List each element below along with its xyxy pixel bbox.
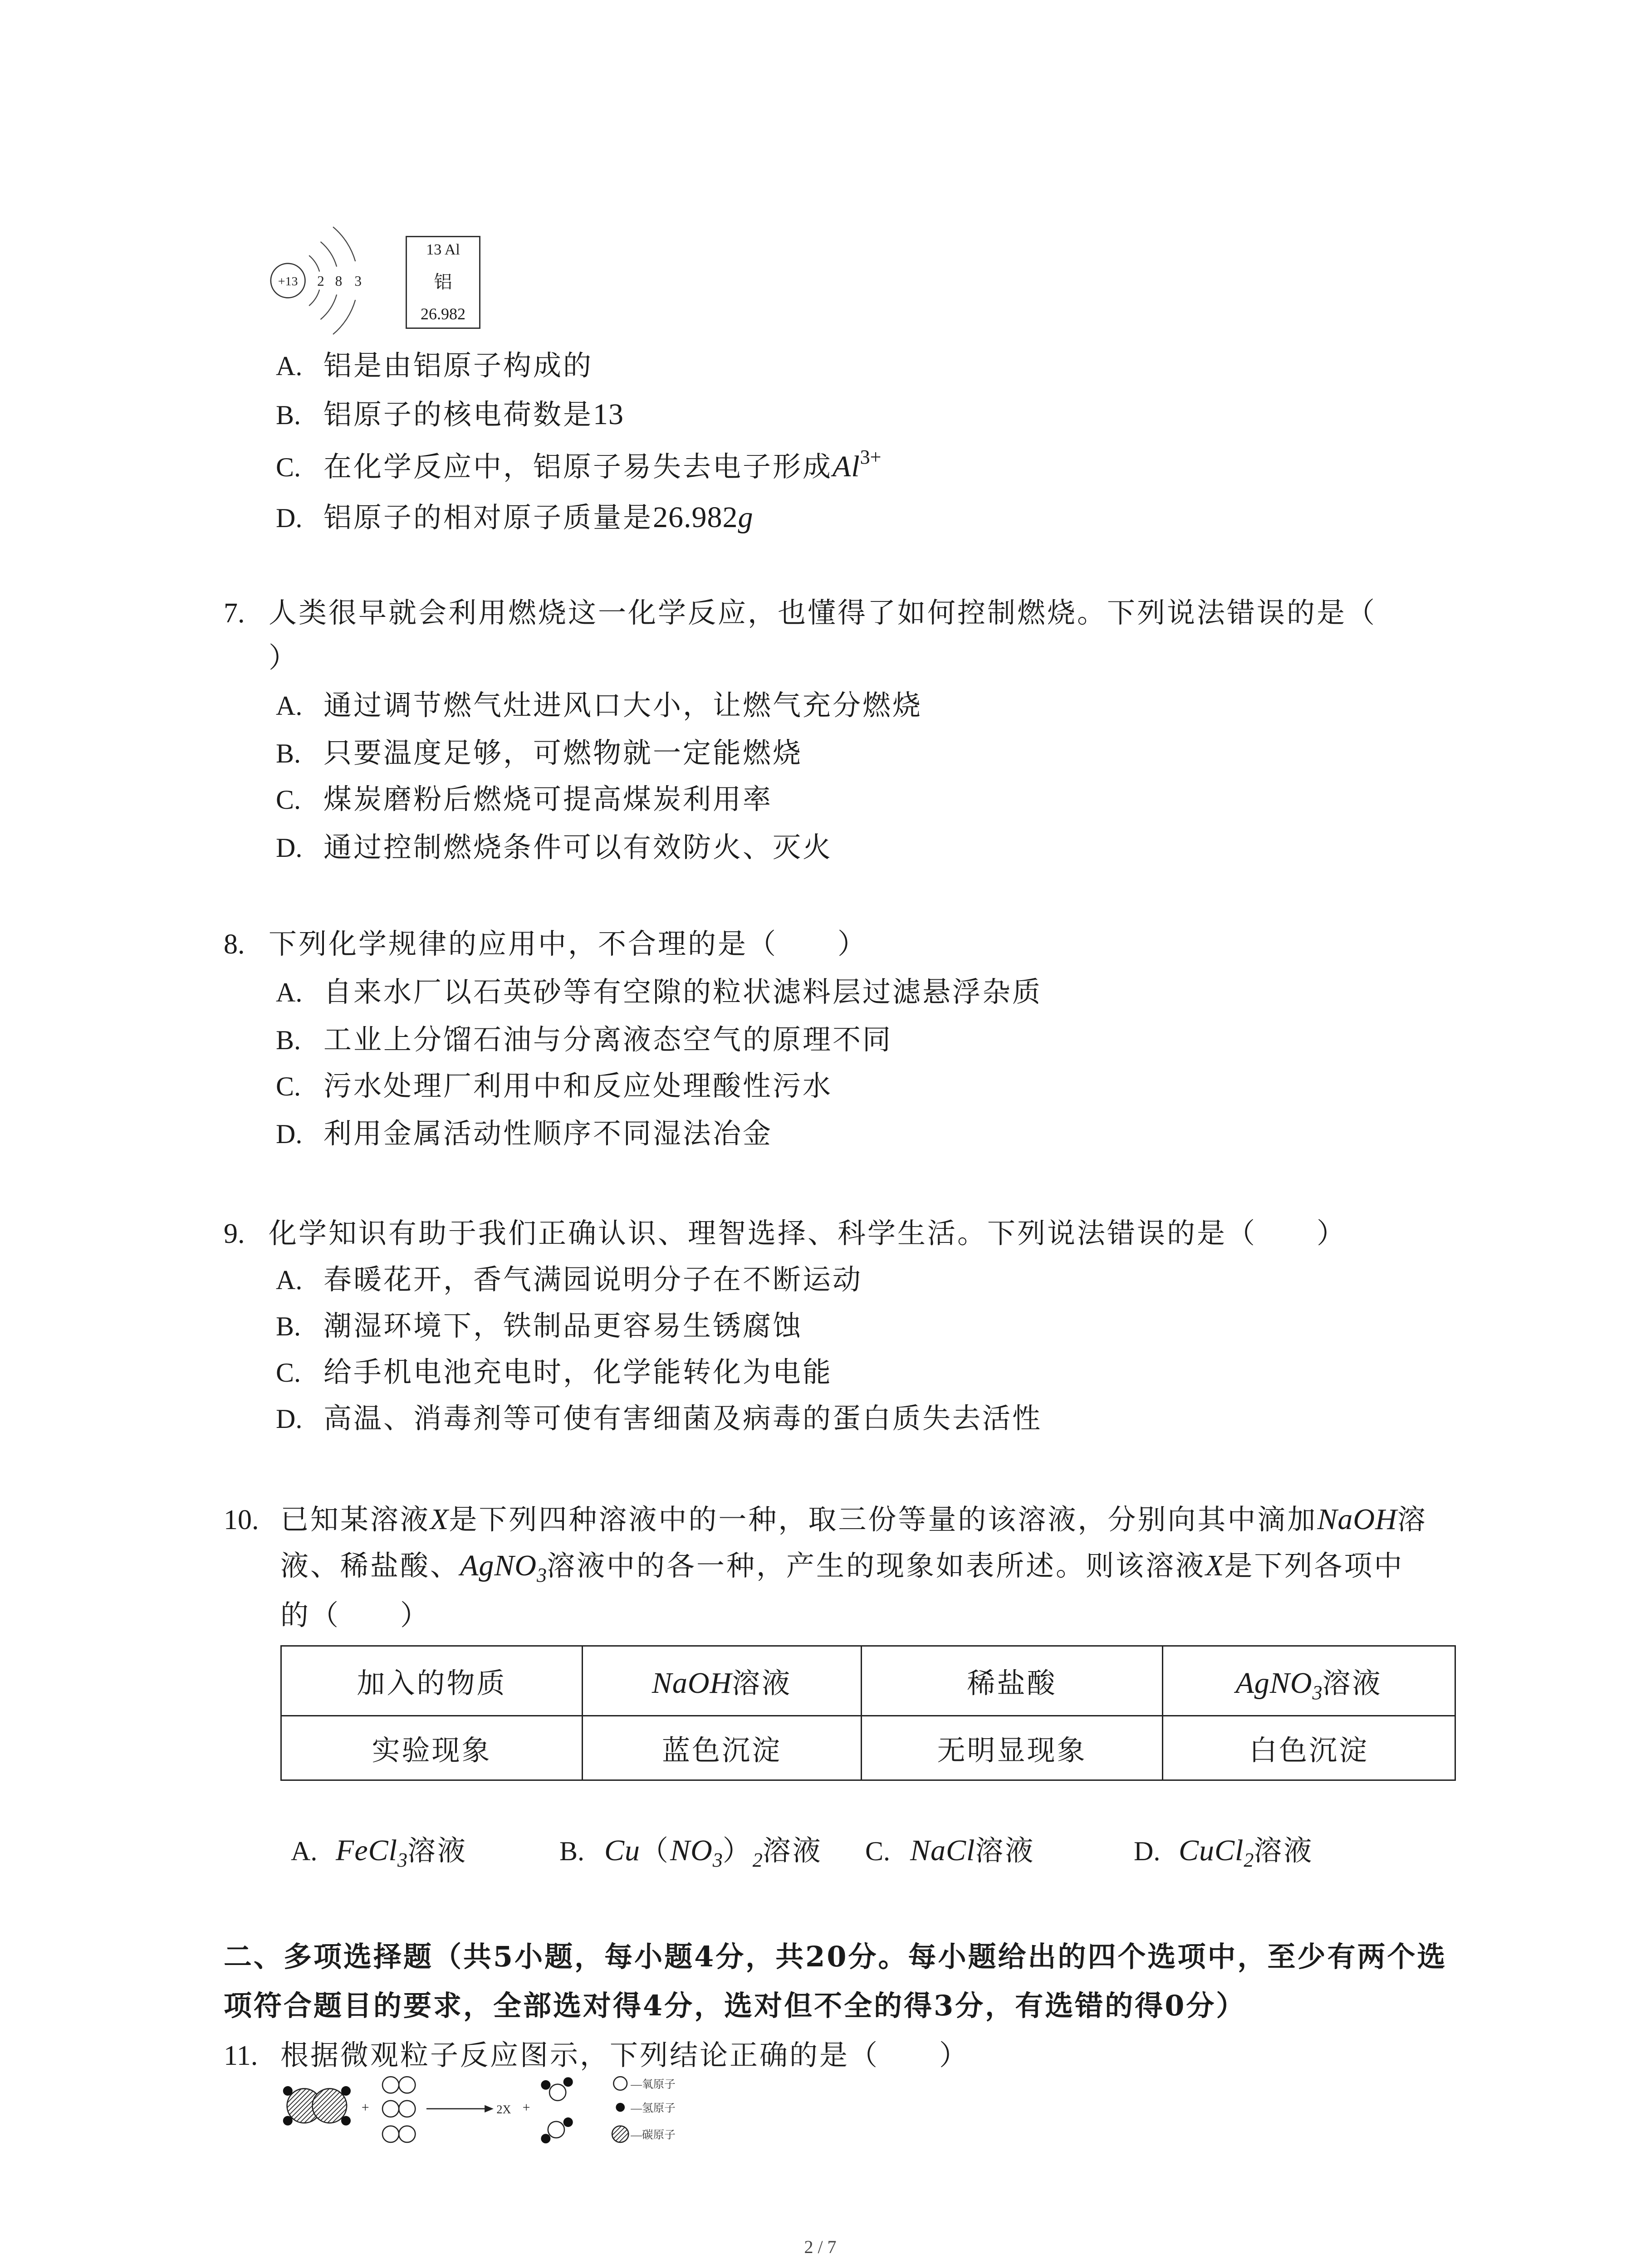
subscript: 2 (752, 1849, 763, 1871)
text-run: 根据微观粒子反应图示，下列结论正确的是（ ） (280, 2038, 970, 2072)
option-label: A. (276, 1265, 303, 1295)
formula-text: NaCl (910, 1834, 975, 1867)
q7-stem-line (224, 596, 1376, 631)
periodic-table-element-card (406, 236, 480, 329)
aluminum-atom-structure-diagram (254, 216, 388, 343)
q8-option-c (276, 1069, 833, 1104)
oxygen-legend-icon (613, 2077, 627, 2090)
text-run: ） (722, 1834, 753, 1867)
hydrocarbon-molecule (283, 2086, 351, 2126)
text-run: 无明显现象 (937, 1734, 1087, 1767)
question-number: 10. (224, 1505, 259, 1535)
q7-option-c (276, 782, 773, 817)
formula-text: AgNO (460, 1549, 537, 1582)
text-run: 人类很早就会利用燃烧这一化学反应，也懂得了如何控制燃烧。下列说法错误的是（ (269, 596, 1377, 629)
micro-particle-reaction-diagram (276, 2073, 723, 2165)
text-run: 高温、消毒剂等可使有害细菌及病毒的蛋白质失去活性 (323, 1402, 1043, 1435)
hydrogen-atom (283, 2116, 293, 2126)
shell-electron-count: 3 (354, 273, 362, 289)
formula-text: NaOH (1317, 1503, 1397, 1536)
text-run: 实验现象 (372, 1734, 492, 1767)
question-number: 8. (224, 929, 245, 960)
section-heading: 项符合题目的要求，全部选对得4分，选对但不全的得3分，有选错的得0分） (224, 1989, 1246, 2022)
option-text (323, 1023, 892, 1056)
subscript: 3 (1312, 1681, 1323, 1704)
option-label: B. (276, 400, 301, 430)
question-number: 7. (224, 598, 245, 629)
option-text (323, 1309, 803, 1342)
option-text (336, 1834, 467, 1871)
text-run: 液、稀盐酸、 (280, 1549, 460, 1582)
formula-text: X (430, 1503, 449, 1536)
option-text (323, 782, 773, 816)
q9-option-c (276, 1355, 833, 1390)
question-stem (280, 1503, 1427, 1536)
q7-option-a (276, 688, 922, 723)
q8-option-b (276, 1022, 892, 1057)
q6-option-a (276, 348, 593, 383)
q10-option-b (559, 1833, 823, 1871)
text-run: 溶液 (1322, 1667, 1382, 1700)
oxygen-atom (382, 2101, 399, 2117)
hydrogen-atom (563, 2117, 573, 2127)
carbon-legend-icon (612, 2126, 628, 2142)
subscript: 3 (397, 1849, 407, 1871)
option-text (323, 1402, 1042, 1435)
text-run: 利用金属活动性顺序不同湿法冶金 (323, 1117, 773, 1150)
question-stem (280, 2038, 969, 2072)
electron-shell-arcs (309, 227, 355, 334)
text-run: 稀盐酸 (967, 1667, 1057, 1700)
option-label: A. (276, 691, 303, 721)
text-run: 加入的物质 (357, 1667, 507, 1700)
oxygen-atom (399, 2101, 415, 2117)
formula-text: X (1205, 1549, 1225, 1582)
q10-option-c (865, 1833, 1035, 1868)
q10-option-a (291, 1833, 467, 1871)
element-card-header (426, 241, 460, 259)
text-run: 下列化学规律的应用中，不合理的是（ ） (269, 927, 868, 960)
option-text (323, 689, 922, 722)
text-run: 是下列各项中 (1224, 1549, 1404, 1582)
option-label: B. (276, 1025, 301, 1055)
question-stem (269, 596, 1376, 629)
option-label: A. (276, 978, 303, 1007)
legend-label: —氧原子 (631, 2078, 676, 2091)
atomic-number: 13 (426, 241, 442, 258)
q10-stem-line (224, 1502, 1427, 1537)
table-cell (862, 1646, 1163, 1716)
oxygen-atom (399, 2077, 415, 2093)
formula-text: AgNO (1235, 1667, 1313, 1700)
option-text (323, 501, 754, 534)
oxygen-atom (382, 2126, 399, 2142)
text-run: 只要温度足够，可燃物就一定能燃烧 (323, 736, 803, 769)
experiment-observation-table (280, 1645, 1456, 1781)
superscript: 3+ (860, 446, 882, 468)
option-text (604, 1834, 823, 1871)
table-cell (583, 1646, 862, 1716)
option-text (323, 736, 803, 769)
text-run: 白色沉淀 (1249, 1734, 1369, 1767)
question-stem (269, 927, 867, 960)
q8-option-a (276, 975, 1042, 1010)
subscript: 3 (712, 1849, 723, 1871)
question-number: 9. (224, 1218, 245, 1249)
text-run: 春暖花开，香气满园说明分子在不断运动 (323, 1263, 863, 1296)
q7-option-d (276, 830, 833, 865)
legend-label: —氢原子 (631, 2102, 676, 2115)
text-run: 溶液 (732, 1667, 792, 1700)
q7-stem-line (269, 640, 299, 675)
table-cell (1163, 1716, 1455, 1780)
text-run: 已知某溶液 (280, 1503, 431, 1536)
q9-stem-line (224, 1216, 1347, 1251)
shell-electron-count: 2 (317, 273, 324, 289)
option-label: D. (276, 833, 303, 863)
option-text (323, 446, 882, 483)
option-label: D. (1134, 1836, 1161, 1866)
option-text (323, 831, 833, 864)
plus-sign: + (361, 2100, 369, 2115)
hydrogen-atom (341, 2086, 351, 2096)
text-run: 煤炭磨粉后燃烧可提高煤炭利用率 (323, 782, 773, 816)
question-stem (269, 1217, 1347, 1250)
text-run: 溶液 (762, 1834, 823, 1867)
particle-legend (612, 2077, 676, 2142)
q9-option-d (276, 1401, 1042, 1436)
q9-option-b (276, 1309, 803, 1344)
text-run: 化学知识有助于我们正确认识、理智选择、科学生活。下列说法错误的是（ ） (269, 1217, 1347, 1250)
element-symbol: Al (444, 241, 460, 258)
formula-text: CuCl (1179, 1834, 1244, 1867)
option-label: A. (291, 1836, 318, 1866)
section-heading: 二、多项选择题（共5小题，每小题4分，共20分。每小题给出的四个选项中，至少有两个选 (224, 1940, 1447, 1973)
text-run: 是下列四种溶液中的一种，取三份等量的该溶液，分别向其中滴加 (449, 1503, 1318, 1536)
q8-option-d (276, 1116, 773, 1151)
hydrogen-atom (541, 2134, 550, 2143)
q6-option-b (276, 397, 624, 432)
formula-text: Al (833, 450, 860, 483)
text-run: 工业上分馏石油与分离液态空气的原理不同 (323, 1023, 893, 1056)
text-run: 污水处理厂利用中和反应处理酸性污水 (323, 1069, 833, 1102)
hydrogen-atom (541, 2080, 550, 2090)
q8-stem-line (224, 927, 867, 962)
option-label: B. (559, 1836, 585, 1866)
table-cell (583, 1716, 862, 1780)
option-text (323, 398, 624, 431)
text-run: 在化学反应中，铝原子易失去电子形成 (323, 450, 833, 483)
q10-stem-line (280, 1598, 430, 1633)
option-label: D. (276, 1119, 303, 1149)
question-number: 11. (224, 2040, 258, 2071)
option-text (323, 1117, 773, 1150)
q7-option-b (276, 736, 803, 771)
text-run: 铝原子的核电荷数是 (323, 398, 593, 431)
text-run: 铝原子的相对原子质量是 (323, 501, 653, 534)
hydrogen-atom (563, 2077, 573, 2087)
hydrogen-legend-icon (616, 2103, 625, 2112)
option-label: A. (276, 351, 303, 381)
q10-stem-line (280, 1549, 1404, 1586)
legend-label: —碳原子 (631, 2129, 676, 2141)
option-text (910, 1834, 1035, 1867)
table-row (281, 1646, 1455, 1716)
option-label: C. (276, 452, 301, 482)
product-x-label: 2X (496, 2102, 511, 2116)
hydrogen-atom (283, 2086, 293, 2096)
text-run: 蓝色沉淀 (661, 1734, 782, 1767)
oxygen-atom (549, 2084, 566, 2101)
table-cell (862, 1716, 1163, 1780)
text-run: 溶液 (975, 1834, 1035, 1867)
option-text (1179, 1834, 1314, 1871)
table-cell (1163, 1646, 1455, 1716)
oxygen-atom (548, 2121, 564, 2138)
formula-text: FeCl (336, 1834, 397, 1867)
reaction-arrow (426, 2105, 494, 2112)
hydrogen-atom (341, 2116, 351, 2126)
question-stem (280, 1598, 430, 1632)
q11-stem-line (224, 2038, 969, 2073)
option-label: D. (276, 503, 303, 533)
shell-electron-count: 8 (335, 273, 343, 289)
q6-option-c (276, 446, 882, 487)
text-run: 的（ ） (280, 1598, 431, 1632)
text-run: ） (269, 641, 299, 674)
text-run: 溶液 (1254, 1834, 1314, 1867)
question-stem (280, 1549, 1404, 1586)
table-cell (281, 1646, 583, 1716)
subscript: 3 (537, 1564, 547, 1586)
text-run: （ (640, 1834, 671, 1867)
text-run: 通过调节燃气灶进风口大小，让燃气充分燃烧 (323, 689, 923, 722)
option-label: D. (276, 1404, 303, 1434)
option-text (323, 349, 593, 382)
q10-option-d (1134, 1833, 1313, 1871)
formula-text: NaOH (652, 1667, 732, 1700)
option-text (323, 1263, 862, 1296)
nucleus-charge: +13 (278, 274, 298, 289)
text-run: 溶 (1397, 1503, 1427, 1536)
option-text (323, 1069, 833, 1102)
option-label: B. (276, 1311, 301, 1341)
oxygen-molecules (382, 2077, 415, 2142)
page-number: 2 / 7 (804, 2237, 837, 2257)
option-label: B. (276, 738, 301, 768)
table-row (281, 1716, 1455, 1780)
number-text: 13 (593, 398, 624, 431)
plus-sign: + (522, 2100, 530, 2115)
table-cell (281, 1716, 583, 1780)
text-run: 溶液中的各一种，产生的现象如表所述。则该溶液 (547, 1549, 1206, 1582)
formula-text: Cu (604, 1834, 641, 1867)
subscript: 2 (1244, 1849, 1254, 1871)
text-run: 自来水厂以石英砂等有空隙的粒状滤料层过滤悬浮杂质 (323, 975, 1043, 1008)
option-text (323, 975, 1042, 1008)
relative-atomic-mass: 26.982 (421, 305, 465, 323)
q9-option-a (276, 1262, 862, 1297)
carbon-atom (313, 2089, 347, 2123)
oxygen-atom (399, 2126, 415, 2142)
option-label: C. (276, 1358, 301, 1388)
option-label: C. (276, 1071, 301, 1101)
water-molecules (541, 2077, 573, 2143)
text-run: 潮湿环境下，铁制品更容易生锈腐蚀 (323, 1309, 803, 1342)
formula-text: NO (670, 1834, 713, 1867)
text-run: 铝是由铝原子构成的 (323, 349, 593, 382)
element-name: 铝 (434, 271, 452, 293)
oxygen-atom (382, 2077, 399, 2093)
text-run: 溶液 (407, 1834, 467, 1867)
text-run: 通过控制燃烧条件可以有效防火、灭火 (323, 831, 833, 864)
formula-text: g (738, 501, 754, 534)
number-text: 26.982 (653, 501, 738, 534)
option-label: C. (865, 1836, 891, 1866)
q6-option-d (276, 500, 754, 535)
option-text (323, 1355, 833, 1388)
option-label: C. (276, 785, 301, 815)
text-run: 给手机电池充电时，化学能转化为电能 (323, 1355, 833, 1388)
question-stem (269, 641, 299, 674)
